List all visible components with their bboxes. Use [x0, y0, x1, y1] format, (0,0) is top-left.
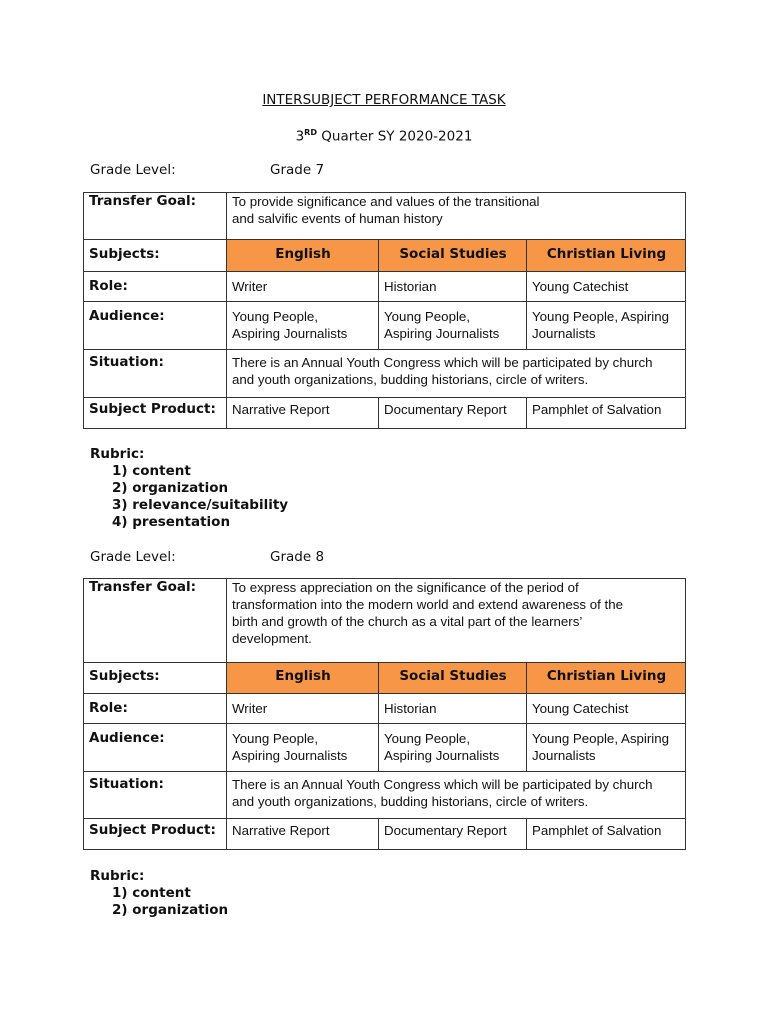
row-label: Role: [84, 272, 227, 302]
subject-header: English [227, 240, 379, 272]
rubric-item: 1) content [112, 463, 191, 479]
text-line: There is an Annual Youth Congress which will be participated by church [232, 777, 653, 792]
text-line: and youth organizations, budding historians, circle of writers. [232, 372, 589, 387]
table-cell: Historian [379, 272, 527, 302]
grade-level-label: Grade Level: [90, 162, 176, 178]
grade-level-line [90, 549, 324, 565]
text-line: Young People, [384, 309, 471, 324]
table-cell: Writer [227, 694, 379, 724]
role-row [84, 694, 686, 724]
text-line: birth and growth of the church as a vital part of the learners’ [232, 614, 583, 629]
situation-row [84, 350, 686, 398]
table-cell: Pamphlet of Salvation [527, 819, 686, 850]
rubric-item: 2) organization [112, 480, 229, 496]
row-label: Transfer Goal: [84, 193, 227, 240]
rubric-item: 1) content [112, 885, 191, 901]
table-cell: Documentary Report [379, 819, 527, 850]
text-line: Young People, Aspiring [532, 731, 670, 746]
subjects-row [84, 240, 686, 272]
situation-row [84, 772, 686, 819]
audience-row [84, 302, 686, 350]
quarter-text: Quarter SY 2020-2021 [316, 128, 473, 145]
performance-task-table [83, 578, 686, 850]
rubric-item: 2) organization [112, 902, 229, 918]
text-line: There is an Annual Youth Congress which will be participated by church [232, 355, 653, 370]
table-cell: Writer [227, 272, 379, 302]
table-cell: Historian [379, 694, 527, 724]
table-cell: Young Catechist [527, 694, 686, 724]
row-label: Role: [84, 694, 227, 724]
text-line: To provide significance and values of the transitional [232, 194, 540, 209]
row-label: Subject Product: [84, 398, 227, 429]
rubric-list [90, 885, 228, 919]
rubric-title: Rubric: [90, 868, 145, 884]
rubric-item: 3) relevance/suitability [112, 497, 289, 513]
text-line: and salvific events of human history [232, 211, 443, 226]
text-line: Aspiring Journalists [232, 748, 348, 763]
row-label: Audience: [84, 724, 227, 772]
table-cell: Young Catechist [527, 272, 686, 302]
transfer-goal-row [84, 193, 686, 240]
table-cell: Pamphlet of Salvation [527, 398, 686, 429]
subject-header: English [227, 663, 379, 694]
row-label: Subject Product: [84, 819, 227, 850]
table-cell [527, 302, 686, 350]
row-label: Subjects: [84, 663, 227, 694]
table-cell [379, 302, 527, 350]
transfer-goal-row [84, 579, 686, 663]
text-line: Aspiring Journalists [232, 326, 348, 341]
performance-task-table [83, 192, 686, 429]
transfer-goal-text [227, 193, 686, 240]
quarter-number: 3 [295, 128, 305, 145]
table-cell [227, 302, 379, 350]
text-line: Journalists [532, 326, 596, 341]
subjects-row [84, 663, 686, 694]
subject-header: Christian Living [527, 663, 686, 694]
table-cell: Documentary Report [379, 398, 527, 429]
text-line: Aspiring Journalists [384, 326, 500, 341]
text-line: Young People, [384, 731, 471, 746]
grade-level-value: Grade 7 [270, 162, 325, 178]
text-line: transformation into the modern world and extend awareness of the [232, 597, 624, 612]
subject-header: Christian Living [527, 240, 686, 272]
subject-product-row [84, 819, 686, 850]
row-label: Audience: [84, 302, 227, 350]
text-line: Young People, [232, 309, 319, 324]
document-subtitle [0, 128, 768, 145]
rubric-title: Rubric: [90, 446, 145, 462]
rubric-list [90, 463, 288, 531]
row-label: Situation: [84, 350, 227, 398]
text-line: To express appreciation on the significance of the period of [232, 580, 579, 595]
document-title: INTERSUBJECT PERFORMANCE TASK [262, 92, 506, 108]
transfer-goal-text [227, 579, 686, 663]
rubric-section [90, 868, 228, 919]
rubric-item: 4) presentation [112, 514, 231, 530]
rubric-section [90, 446, 288, 531]
text-line: Young People, [232, 731, 319, 746]
row-label: Situation: [84, 772, 227, 819]
text-line: Journalists [532, 748, 596, 763]
grade-level-value: Grade 8 [270, 549, 325, 565]
situation-text [227, 350, 686, 398]
table-cell: Narrative Report [227, 398, 379, 429]
subject-header: Social Studies [379, 240, 527, 272]
text-line: Young People, Aspiring [532, 309, 670, 324]
text-line: and youth organizations, budding historians, circle of writers. [232, 794, 589, 809]
subject-header: Social Studies [379, 663, 527, 694]
situation-text [227, 772, 686, 819]
subject-product-row [84, 398, 686, 429]
role-row [84, 272, 686, 302]
quarter-suffix: RD [304, 128, 317, 137]
text-line: development. [232, 631, 312, 646]
table-cell: Narrative Report [227, 819, 379, 850]
table-cell [227, 724, 379, 772]
row-label: Subjects: [84, 240, 227, 272]
grade-level-line [90, 162, 324, 178]
row-label: Transfer Goal: [84, 579, 227, 663]
table-cell [379, 724, 527, 772]
text-line: Aspiring Journalists [384, 748, 500, 763]
audience-row [84, 724, 686, 772]
table-cell [527, 724, 686, 772]
grade-level-label: Grade Level: [90, 549, 176, 565]
